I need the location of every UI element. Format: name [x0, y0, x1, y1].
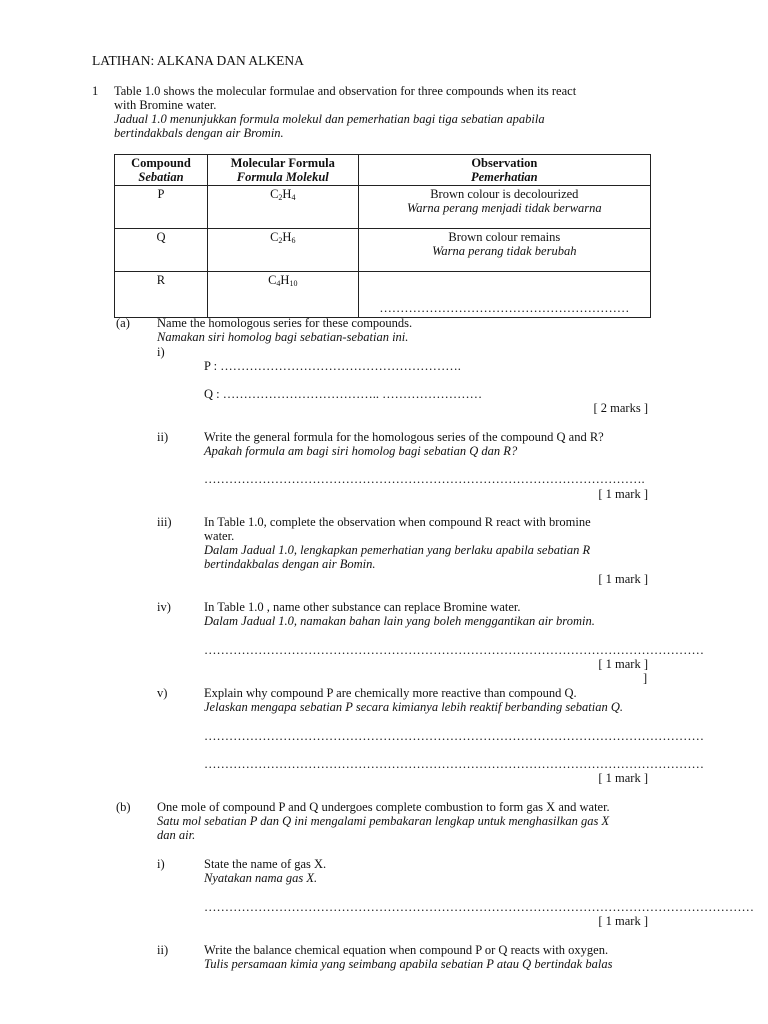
- sub-ii-question-my: Apakah formula am bagi siri homolog bagi sebatian Q dan R?: [204, 444, 518, 458]
- cell-formula: $C_2H_6$: [207, 229, 358, 272]
- answer-line-ii[interactable]: …………………………………………………………………………………………….: [204, 472, 645, 486]
- cell-compound: Q: [115, 229, 208, 272]
- sub-b-i-label: i): [157, 857, 165, 871]
- part-a-question-en: Name the homologous series for these compounds.: [157, 316, 413, 330]
- question-stem-my-2: bertindakbals dengan air Bromin.: [114, 126, 284, 140]
- cell-observation-blank[interactable]: ……………………………………………………: [358, 272, 650, 318]
- sub-iii-question-my-2: bertindakbalas dengan air Bomin.: [204, 557, 376, 571]
- sub-iv-question-my: Dalam Jadual 1.0, namakan bahan lain yang boleh menggantikan air bromin.: [204, 614, 595, 628]
- sub-b-i-question-my: Nyatakan nama gas X.: [204, 871, 318, 885]
- table-row: [115, 229, 651, 272]
- question-stem-my-1: Jadual 1.0 menunjukkan formula molekul dan pemerhatian bagi tiga sebatian apabila: [114, 112, 545, 126]
- sub-v-label: v): [157, 686, 168, 700]
- sub-ii-label: ii): [157, 430, 169, 444]
- part-b-question-my-2: dan air.: [157, 828, 196, 842]
- question-stem-en-1: Table 1.0 shows the molecular formulae and observation for three compounds when its react: [114, 84, 577, 98]
- answer-line-b-i[interactable]: ……………………………………………………………………………………………………………………: [204, 900, 754, 914]
- sub-iii-label: iii): [157, 515, 172, 529]
- marks-a-i: [ 2 marks ]: [593, 401, 648, 415]
- sub-iv-label: iv): [157, 600, 171, 614]
- part-b-label: (b): [116, 800, 131, 814]
- sub-b-i-question-en: State the name of gas X.: [204, 857, 327, 871]
- sub-v-question-en: Explain why compound P are chemically more reactive than compound Q.: [204, 686, 577, 700]
- question-stem-en-2: with Bromine water.: [114, 98, 217, 112]
- answer-line-p[interactable]: P : ………………………………………………….: [204, 359, 461, 373]
- marks-a-iii: [ 1 mark ]: [598, 572, 648, 586]
- sub-ii-question-en: Write the general formula for the homologous series of the compound Q and R?: [204, 430, 604, 444]
- question-number: 1: [92, 84, 99, 98]
- sub-iii-question-my-1: Dalam Jadual 1.0, lengkapkan pemerhatian yang berlaku apabila sebatian R: [204, 543, 591, 557]
- sub-b-ii-label: ii): [157, 943, 169, 957]
- cell-compound: R: [115, 272, 208, 318]
- part-b-question-my-1: Satu mol sebatian P dan Q ini mengalami pembakaran lengkap untuk menghasilkan gas X: [157, 814, 610, 828]
- cell-formula: $C_4H_{10}$: [207, 272, 358, 318]
- sub-v-question-my: Jelaskan mengapa sebatian P secara kimianya lebih reaktif berbanding sebatian Q.: [204, 700, 624, 714]
- answer-line-v-1[interactable]: …………………………………………………………………………………………………………: [204, 729, 704, 743]
- table-row: [115, 186, 651, 229]
- stray-bracket: ]: [643, 671, 648, 685]
- sub-b-ii-question-my: Tulis persamaan kimia yang seimbang apabila sebatian P atau Q bertindak balas: [204, 957, 613, 971]
- marks-b-i: [ 1 mark ]: [598, 914, 648, 928]
- sub-i-label: i): [157, 345, 165, 359]
- table-header-row: [115, 155, 651, 186]
- sub-iv-question-en: In Table 1.0 , name other substance can replace Bromine water.: [204, 600, 521, 614]
- part-a-question-my: Namakan siri homolog bagi sebatian-sebatian ini.: [157, 330, 409, 344]
- cell-observation: Brown colour is decolourized Warna perang menjadi tidak berwarna: [358, 186, 650, 229]
- sub-iii-question-en-1: In Table 1.0, complete the observation when compound R react with bromine: [204, 515, 591, 529]
- cell-observation: Brown colour remains Warna perang tidak berubah: [358, 229, 650, 272]
- sub-b-ii-question-en: Write the balance chemical equation when compound P or Q reacts with oxygen.: [204, 943, 609, 957]
- cell-compound: P: [115, 186, 208, 229]
- observation-table: [114, 154, 651, 318]
- answer-line-iv[interactable]: …………………………………………………………………………………………………………: [204, 643, 704, 657]
- part-a-label: (a): [116, 316, 130, 330]
- answer-line-v-2[interactable]: …………………………………………………………………………………………………………: [204, 757, 704, 771]
- header-observation: Observation Pemerhatian: [358, 155, 650, 186]
- marks-a-ii: [ 1 mark ]: [598, 487, 648, 501]
- cell-formula: $C_2H_4$: [207, 186, 358, 229]
- marks-a-v: [ 1 mark ]: [598, 771, 648, 785]
- sub-iii-question-en-2: water.: [204, 529, 235, 543]
- table-row: [115, 272, 651, 318]
- part-b-question-en: One mole of compound P and Q undergoes complete combustion to form gas X and water.: [157, 800, 610, 814]
- marks-a-iv: [ 1 mark ]: [598, 657, 648, 671]
- header-formula: Molecular Formula Formula Molekul: [207, 155, 358, 186]
- header-compound: Compound Sebatian: [115, 155, 208, 186]
- answer-line-q[interactable]: Q : ……………………………….. ……………………: [204, 387, 483, 401]
- page-title: LATIHAN: ALKANA DAN ALKENA: [92, 53, 304, 68]
